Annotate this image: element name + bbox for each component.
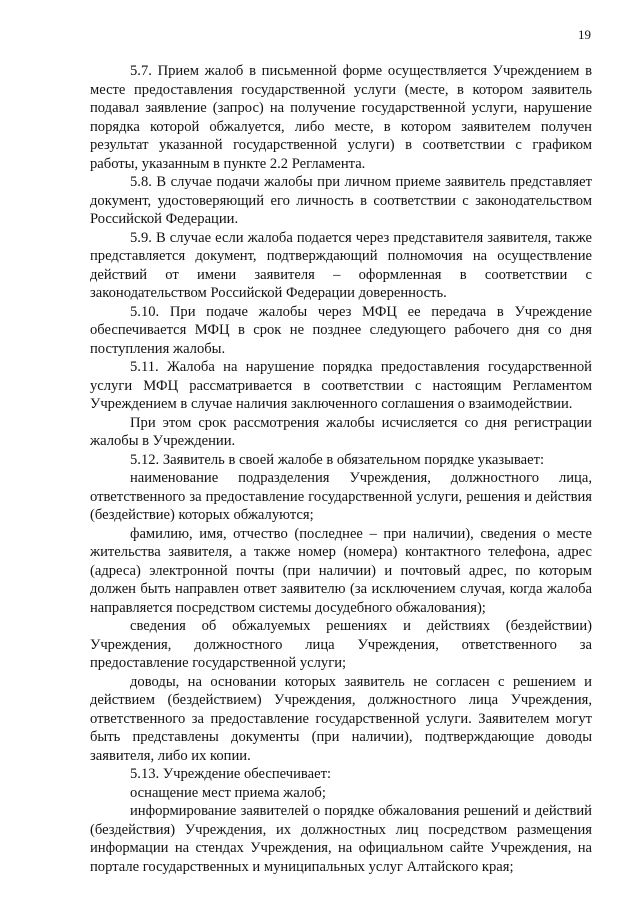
paragraph-5-12: 5.12. Заявитель в своей жалобе в обязательном порядке указывает: [130,451,544,468]
list-item-department-name: наименование подразделения Учреждения, должностного лица, ответственного за предоставление государственной услуги, решения и действия (бездействие) которых обжалуются; [90,470,592,523]
list-item-appealed-decisions: сведения об обжалуемых решениях и действиях (бездействии) Учреждения, должностного лица Учреждения, ответственного за предоставление государственной услуги; [90,618,592,671]
list-item-equipment: оснащение мест приема жалоб; [130,784,326,801]
paragraph-5-9: 5.9. В случае если жалоба подается через представителя заявителя, также представляется документ, подтверждающий полномочия на осуществление действий от имени заявителя – оформленная в соответствии с законодательством Российской Федерации доверенность. [90,229,592,301]
list-item-arguments: доводы, на основании которых заявитель не согласен с решением и действием (бездействием) Учреждения, должностного лица Учреждения, ответственного за предоставление государственной услуги. Заявителем могут быть представлены документы (при наличии), подтверждающие доводы заявителя, либо их копии. [90,673,592,764]
paragraph-5-13: 5.13. Учреждение обеспечивает: [130,766,332,782]
page-number: 19 [578,27,591,42]
list-item-informing: информирование заявителей о порядке обжалования решений и действий (бездействия) Учреждения, их должностных лиц посредством размещения информации на стендах Учреждения, на официальном сайте Учреждения, на портале государственных и муниципальных услуг Алтайского края; [90,803,592,875]
paragraph-complaint-term: При этом срок рассмотрения жалобы исчисляется со дня регистрации жалобы в Учреждении. [90,414,592,449]
paragraph-5-10: 5.10. При подаче жалобы через МФЦ ее передача в Учреждение обеспечивается МФЦ в срок не позднее следующего рабочего дня со дня поступления жалобы. [90,303,592,357]
list-item-applicant-details: фамилию, имя, отчество (последнее – при наличии), сведения о месте жительства заявителя, а также номер (номера) контактного телефона, адрес (адреса) электронной почты (при наличии) и почтовый адрес, по которым должен быть направлен ответ заявителю (за исключением случая, когда жалоба направляется посредством системы досудебного обжалования); [90,525,592,616]
paragraph-5-11: 5.11. Жалоба на нарушение порядка предоставления государственной услуги МФЦ рассматривается в соответствии с настоящим Регламентом Учреждением в случае наличия заключенного соглашения о взаимодействии. [90,359,592,412]
document-body [90,62,592,876]
paragraph-5-7: 5.7. Прием жалоб в письменной форме осуществляется Учреждением в месте предоставления государственной услуги (месте, в котором заявитель подавал заявление (запрос) на получение государственной услуги, нарушение порядка которой обжалуется, либо месте, в котором заявителем получен результат указанной государственной услуги) в соответствии с графиком работы, указанным в пункте 2.2 Регламента. [90,63,592,172]
paragraph-5-8: 5.8. В случае подачи жалобы при личном приеме заявитель представляет документ, удостоверяющий его личность в соответствии с законодательством Российской Федерации. [90,174,592,227]
